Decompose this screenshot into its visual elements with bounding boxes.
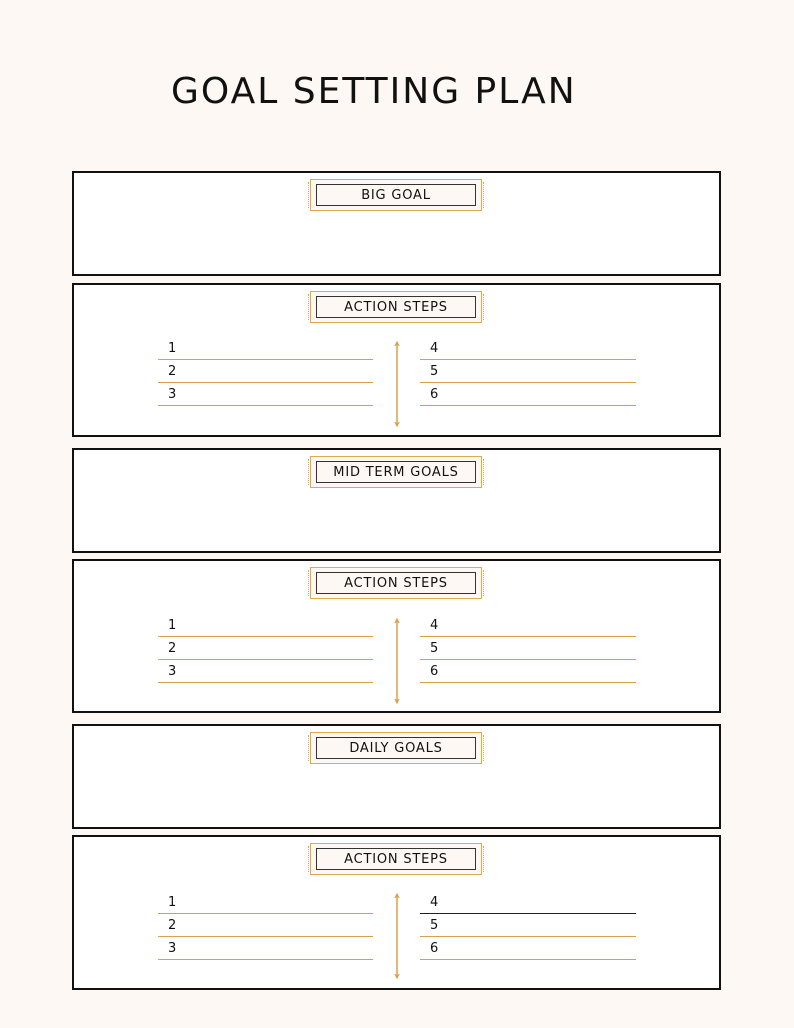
action-step-line[interactable]: [158, 937, 373, 960]
step-number: 4: [430, 895, 439, 910]
action-step-line[interactable]: [420, 383, 636, 406]
step-number: 5: [430, 918, 439, 933]
action-step-line[interactable]: [158, 914, 373, 937]
daily-goals-box[interactable]: [72, 724, 721, 829]
action-step-line[interactable]: [158, 637, 373, 660]
action-step-line[interactable]: [420, 660, 636, 683]
section-label-frame: [310, 456, 482, 488]
action-step-line[interactable]: [420, 937, 636, 960]
section-label-frame: [310, 732, 482, 764]
double-arrow-divider-icon: [396, 341, 398, 427]
action-step-line[interactable]: [158, 614, 373, 637]
step-number: 6: [430, 664, 439, 679]
action-step-line[interactable]: [420, 614, 636, 637]
step-number: 4: [430, 618, 439, 633]
step-number: 1: [168, 618, 177, 633]
action-step-line[interactable]: [420, 360, 636, 383]
action-step-line[interactable]: [158, 660, 373, 683]
step-number: 5: [430, 641, 439, 656]
action-step-line[interactable]: [158, 360, 373, 383]
step-number: 2: [168, 641, 177, 656]
section-label: DAILY GOALS: [316, 737, 476, 759]
step-number: 2: [168, 364, 177, 379]
step-number: 3: [168, 387, 177, 402]
section-label: ACTION STEPS: [316, 296, 476, 318]
action-steps-box-1: [72, 283, 721, 437]
action-step-line[interactable]: [420, 337, 636, 360]
action-step-line[interactable]: [420, 891, 636, 914]
section-label: MID TERM GOALS: [316, 461, 476, 483]
step-number: 1: [168, 341, 177, 356]
double-arrow-divider-icon: [396, 618, 398, 704]
action-step-line[interactable]: [420, 914, 636, 937]
action-steps-box-3: [72, 835, 721, 990]
step-number: 6: [430, 387, 439, 402]
double-arrow-divider-icon: [396, 893, 398, 979]
step-number: 2: [168, 918, 177, 933]
step-number: 3: [168, 664, 177, 679]
mid-term-goals-box[interactable]: [72, 448, 721, 553]
big-goal-box[interactable]: [72, 171, 721, 276]
step-number: 3: [168, 941, 177, 956]
action-step-line[interactable]: [158, 891, 373, 914]
action-steps-box-2: [72, 559, 721, 713]
action-step-line[interactable]: [158, 337, 373, 360]
action-step-line[interactable]: [420, 637, 636, 660]
step-number: 6: [430, 941, 439, 956]
step-number: 1: [168, 895, 177, 910]
section-label: BIG GOAL: [316, 184, 476, 206]
section-label-frame: [310, 179, 482, 211]
section-label: ACTION STEPS: [316, 572, 476, 594]
step-number: 4: [430, 341, 439, 356]
action-step-line[interactable]: [158, 383, 373, 406]
step-number: 5: [430, 364, 439, 379]
page-title: GOAL SETTING PLAN: [171, 71, 577, 112]
section-label: ACTION STEPS: [316, 848, 476, 870]
